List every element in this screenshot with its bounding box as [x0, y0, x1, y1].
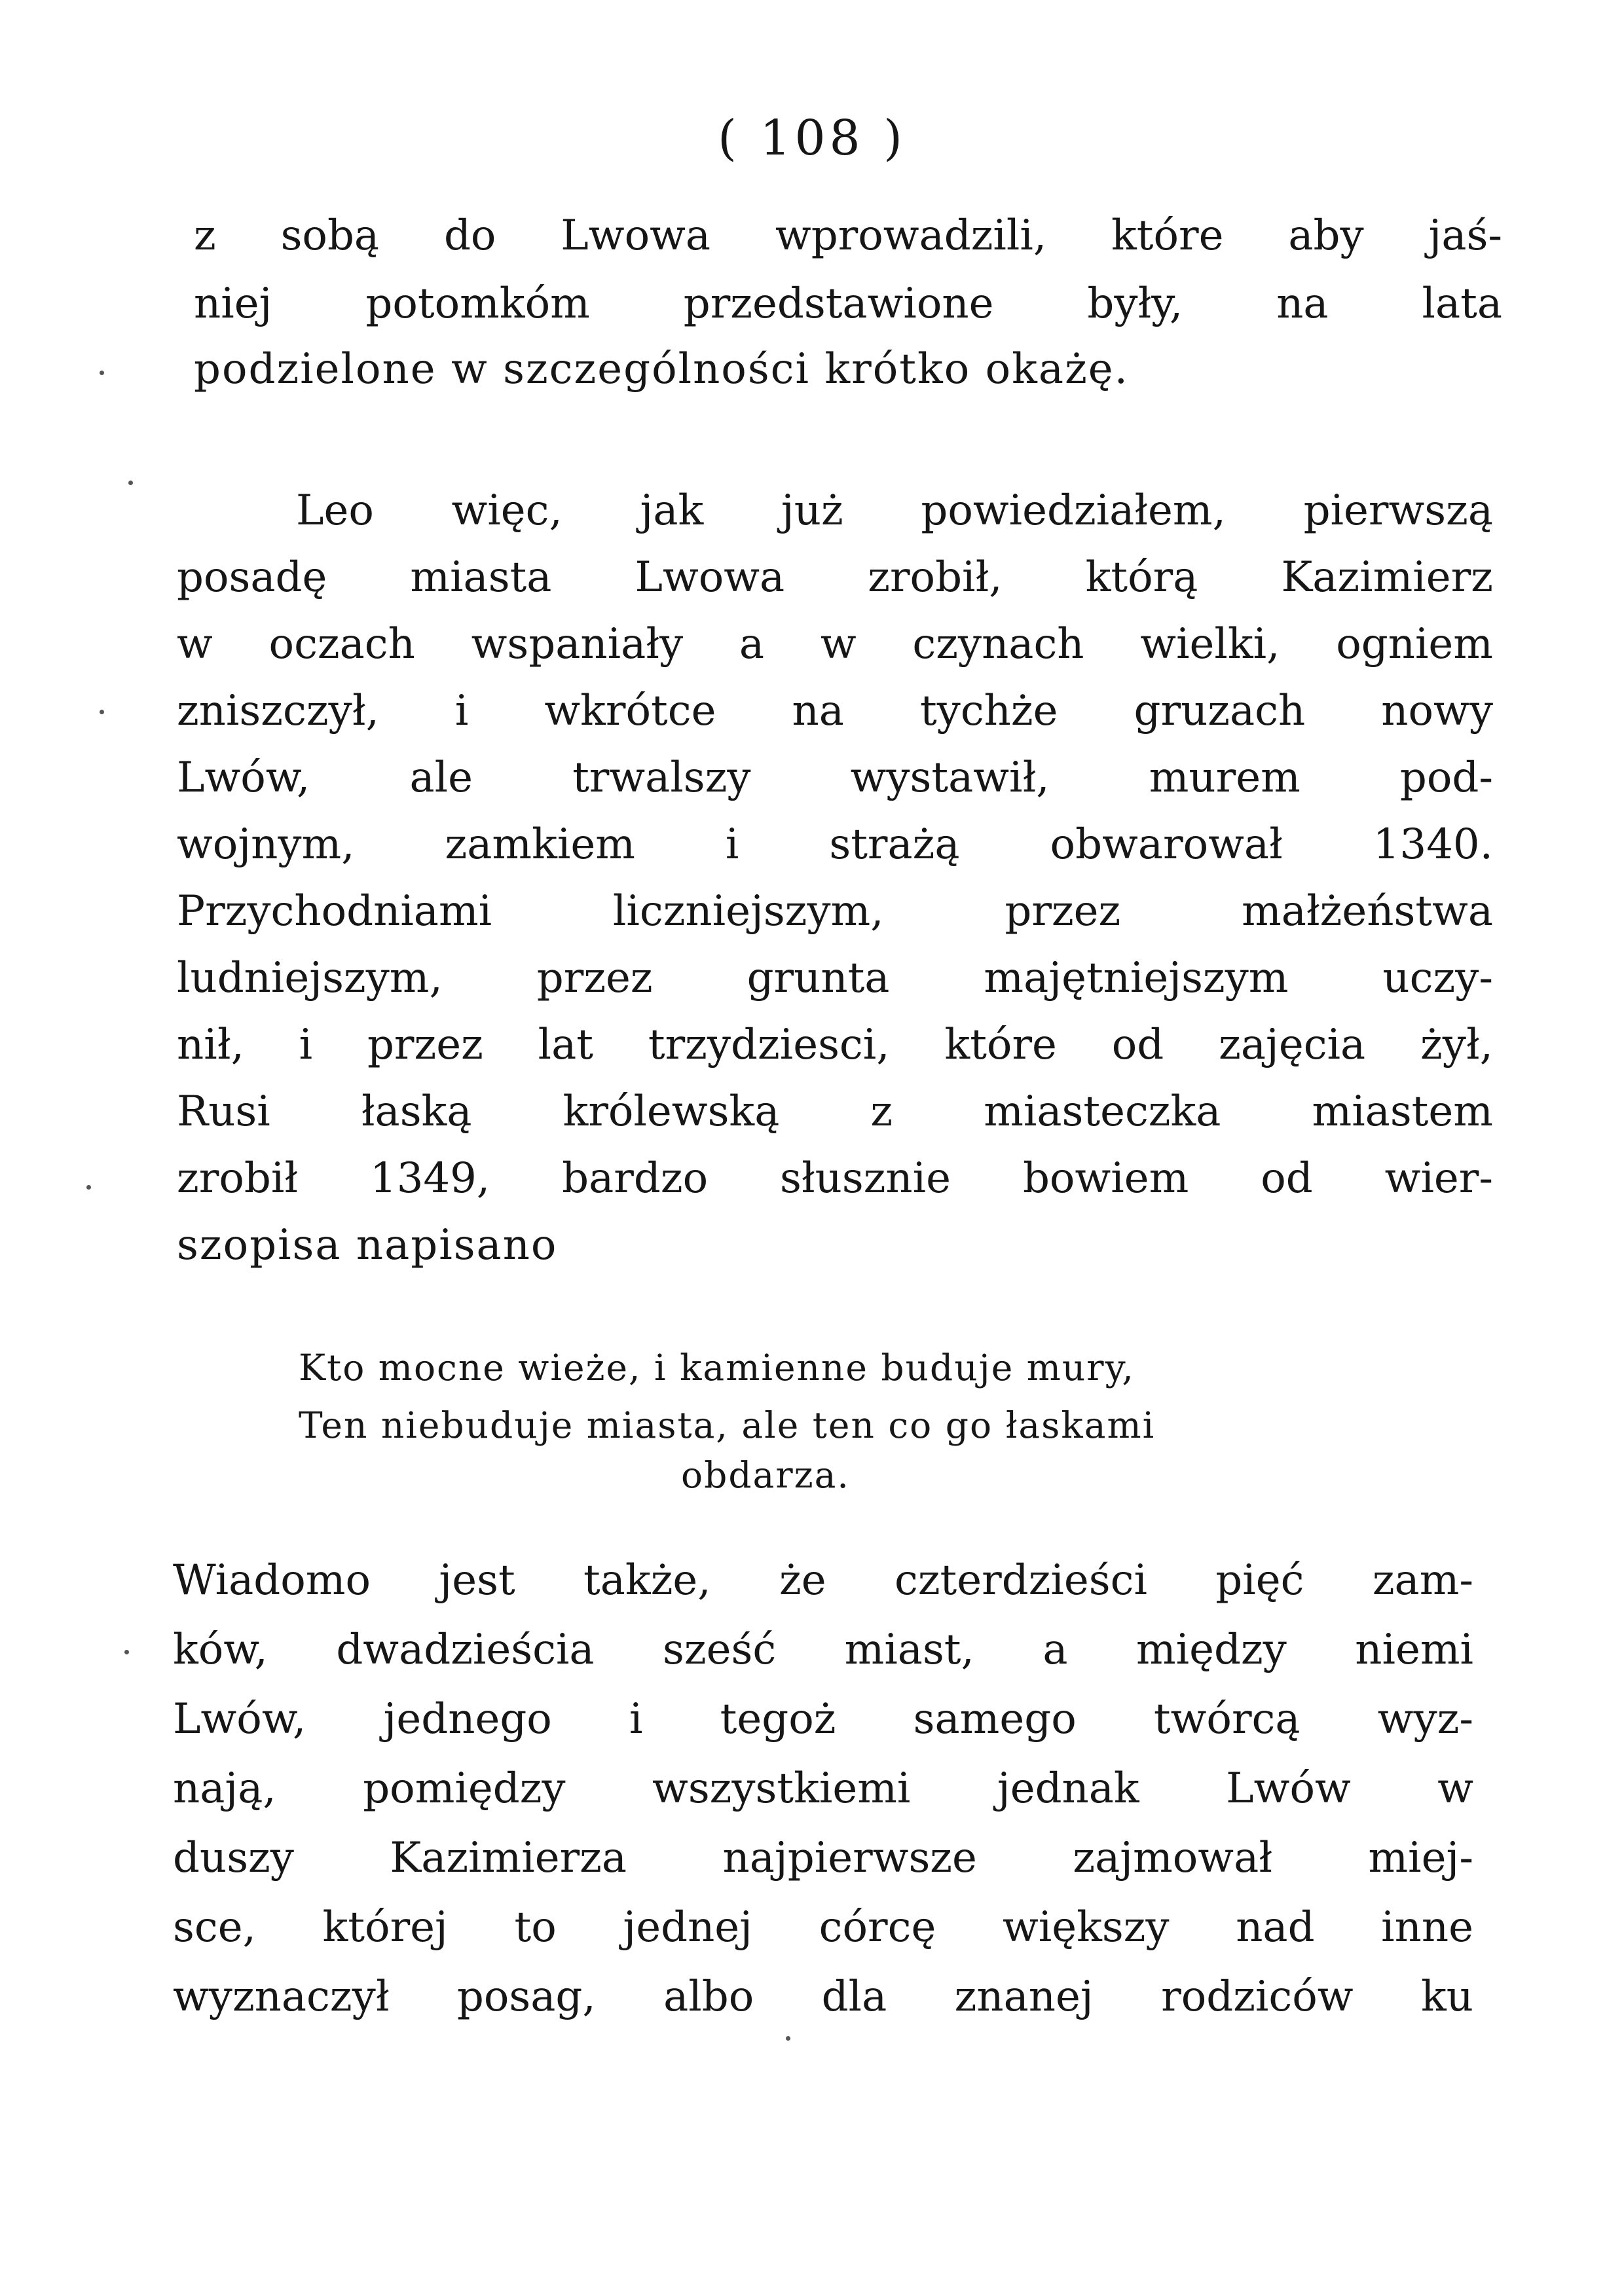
- word: pomiędzy: [363, 1764, 566, 1813]
- word: córcę: [819, 1903, 936, 1952]
- word: od: [1261, 1154, 1313, 1203]
- word: do: [443, 211, 496, 260]
- word: ale: [409, 754, 473, 802]
- word: to: [514, 1903, 557, 1952]
- word: miasta: [410, 553, 552, 602]
- word: lata: [1422, 280, 1502, 328]
- word: Lwów,: [173, 1695, 306, 1743]
- text-line: [177, 620, 1493, 668]
- word: były,: [1087, 280, 1183, 328]
- word: przez: [536, 954, 653, 1002]
- word: liczniejszym,: [612, 887, 884, 936]
- text-line: [296, 486, 1493, 535]
- word: lat: [538, 1021, 593, 1069]
- word: w: [1437, 1764, 1473, 1813]
- word: Leo: [296, 486, 374, 535]
- word: Lwowa: [635, 553, 785, 602]
- word: ludniejszym,: [177, 954, 443, 1002]
- word: małżeństwa: [1242, 887, 1493, 936]
- word: inne: [1381, 1903, 1473, 1952]
- word: miast,: [844, 1626, 974, 1674]
- scan-speck: [100, 371, 104, 375]
- word: wkrótce: [544, 687, 716, 735]
- word: strażą: [829, 820, 960, 869]
- word: twórcą: [1153, 1695, 1301, 1743]
- text-line: [173, 1764, 1473, 1813]
- word: rodziców: [1161, 1973, 1354, 2021]
- word: które: [1111, 211, 1224, 260]
- word: Lwów,: [177, 754, 310, 802]
- word: Przychodniami: [177, 887, 492, 936]
- word: wspaniały: [471, 620, 684, 668]
- word: i: [725, 820, 739, 869]
- word: Rusi: [177, 1087, 270, 1136]
- scan-speck: [128, 481, 133, 485]
- scan-speck: [100, 710, 104, 714]
- word: przez: [1005, 887, 1121, 936]
- word: wyznaczył: [173, 1973, 390, 2021]
- word: na: [792, 687, 844, 735]
- word: ogniem: [1336, 620, 1493, 668]
- word: więc,: [451, 486, 563, 535]
- word: w: [177, 620, 213, 668]
- word: tegoż: [720, 1695, 836, 1743]
- word: 1340.: [1373, 820, 1493, 869]
- word: niej: [194, 280, 272, 328]
- word: bardzo: [562, 1154, 709, 1203]
- page-number: ( 108 ): [717, 110, 907, 166]
- word: dla: [821, 1973, 887, 2021]
- word: sześć: [663, 1626, 777, 1674]
- word: zajmował: [1073, 1834, 1272, 1882]
- word: gruzach: [1134, 687, 1306, 735]
- text-line: [177, 1021, 1493, 1069]
- word: najpierwsze: [722, 1834, 977, 1882]
- text-line: [173, 1626, 1473, 1674]
- word: potomkóm: [365, 280, 590, 328]
- word: dwadzieścia: [336, 1626, 595, 1674]
- text-line: [173, 1834, 1473, 1882]
- word: zrobił: [177, 1154, 299, 1203]
- word: już: [781, 486, 843, 535]
- word: zniszczył,: [177, 687, 379, 735]
- word: murem: [1149, 754, 1301, 802]
- word: że: [779, 1556, 826, 1605]
- word: miasteczka: [984, 1087, 1221, 1136]
- word: wier-: [1384, 1154, 1493, 1203]
- word: jednej: [623, 1903, 752, 1952]
- word: trzydziesci,: [648, 1021, 890, 1069]
- text-line: [173, 1903, 1473, 1952]
- word: niemi: [1355, 1626, 1473, 1674]
- word: słusznie: [780, 1154, 951, 1203]
- word: z: [870, 1087, 893, 1136]
- word: sobą: [280, 211, 380, 260]
- verse-line: obdarza.: [681, 1454, 850, 1496]
- word: nają,: [173, 1764, 276, 1813]
- text-line: [177, 553, 1493, 602]
- word: nad: [1236, 1903, 1315, 1952]
- word: grunta: [747, 954, 890, 1002]
- text-line: [177, 1087, 1493, 1136]
- word: posag,: [456, 1973, 596, 2021]
- text-line: [173, 1556, 1473, 1605]
- word: samego: [913, 1695, 1077, 1743]
- word: majętniejszym: [984, 954, 1289, 1002]
- word: miej-: [1368, 1834, 1473, 1882]
- word: z: [194, 211, 216, 260]
- word: wyz-: [1377, 1695, 1473, 1743]
- word: między: [1135, 1626, 1287, 1674]
- word: Lwów: [1226, 1764, 1351, 1813]
- verse-line: Ten niebuduje miasta, ale ten co go łaskami: [299, 1404, 1156, 1446]
- word: żył,: [1420, 1021, 1493, 1069]
- word: czterdzieści: [894, 1556, 1147, 1605]
- text-line: [177, 887, 1493, 936]
- word: jednak: [997, 1764, 1139, 1813]
- word: Kazimierza: [390, 1834, 627, 1882]
- text-line: [173, 1973, 1473, 2021]
- word: oczach: [268, 620, 415, 668]
- word: obwarował: [1050, 820, 1283, 869]
- word: uczy-: [1382, 954, 1493, 1002]
- text-line: [177, 954, 1493, 1002]
- word: ku: [1420, 1973, 1473, 2021]
- text-line: [177, 820, 1493, 869]
- word: wystawił,: [850, 754, 1050, 802]
- word: tychże: [919, 687, 1058, 735]
- word: Kazimierz: [1281, 553, 1493, 602]
- scan-speck: [86, 1185, 91, 1190]
- word: zam-: [1372, 1556, 1473, 1605]
- word: miastem: [1312, 1087, 1493, 1136]
- word: bowiem: [1022, 1154, 1189, 1203]
- word: którą: [1085, 553, 1198, 602]
- word: większy: [1002, 1903, 1170, 1952]
- word: albo: [663, 1973, 754, 2021]
- word: Wiadomo: [173, 1556, 371, 1605]
- word: jak: [640, 486, 704, 535]
- word: znanej: [954, 1973, 1094, 2021]
- word: jednego: [383, 1695, 552, 1743]
- text-line: [194, 211, 1502, 260]
- word: jaś-: [1428, 211, 1502, 260]
- word: zajęcia: [1219, 1021, 1366, 1069]
- word: w: [820, 620, 857, 668]
- word: aby: [1288, 211, 1364, 260]
- word: pięć: [1215, 1556, 1304, 1605]
- verse-line: Kto mocne wieże, i kamienne buduje mury,: [299, 1347, 1135, 1389]
- word: i: [629, 1695, 643, 1743]
- word: nowy: [1381, 687, 1493, 735]
- word: duszy: [173, 1834, 294, 1882]
- word: pod-: [1399, 754, 1493, 802]
- word: zrobił,: [868, 553, 1003, 602]
- word: królewską: [563, 1087, 780, 1136]
- word: 1349,: [369, 1154, 490, 1203]
- word: także,: [583, 1556, 711, 1605]
- word: trwalszy: [572, 754, 751, 802]
- scan-speck: [124, 1650, 129, 1654]
- word: ków,: [173, 1626, 268, 1674]
- word: na: [1276, 280, 1329, 328]
- word: posadę: [177, 553, 327, 602]
- word: łaską: [361, 1087, 472, 1136]
- text-line: [173, 1695, 1473, 1743]
- text-line: szopisa napisano: [177, 1221, 558, 1269]
- word: od: [1111, 1021, 1164, 1069]
- word: które: [944, 1021, 1057, 1069]
- text-line: [177, 1154, 1493, 1203]
- word: sce,: [173, 1903, 256, 1952]
- word: nił,: [177, 1021, 244, 1069]
- word: a: [1043, 1626, 1068, 1674]
- word: Lwowa: [561, 211, 711, 260]
- word: przedstawione: [683, 280, 994, 328]
- word: powiedziałem,: [921, 486, 1226, 535]
- text-line: [194, 280, 1502, 328]
- word: której: [322, 1903, 448, 1952]
- text-line: [177, 754, 1493, 802]
- text-line: podzielone w szczególności krótko okażę.: [194, 345, 1129, 393]
- word: i: [299, 1021, 313, 1069]
- word: a: [739, 620, 765, 668]
- word: wprowadzili,: [775, 211, 1047, 260]
- word: wszystkiemi: [652, 1764, 911, 1813]
- word: przez: [367, 1021, 483, 1069]
- word: czynach: [912, 620, 1084, 668]
- scan-speck: [786, 2036, 790, 2041]
- word: i: [454, 687, 469, 735]
- word: wielki,: [1140, 620, 1280, 668]
- word: wojnym,: [177, 820, 355, 869]
- word: jest: [439, 1556, 515, 1605]
- text-line: [177, 687, 1493, 735]
- word: zamkiem: [445, 820, 635, 869]
- word: pierwszą: [1303, 486, 1493, 535]
